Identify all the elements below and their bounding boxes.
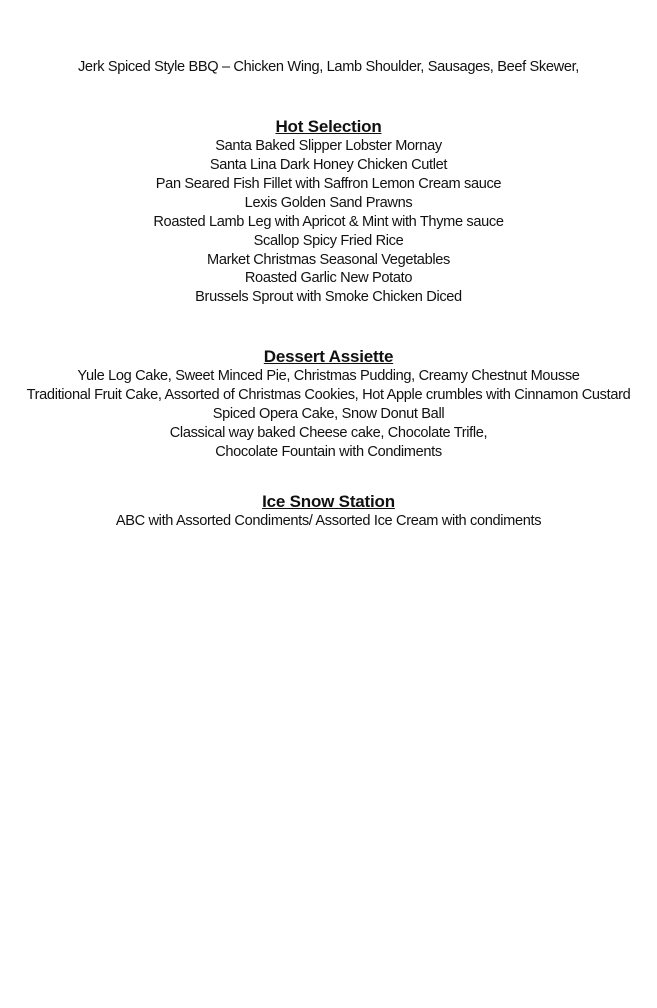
hot-item-1: Santa Baked Slipper Lobster Mornay [215,138,442,154]
ice-snow-item-1: ABC with Assorted Condiments/ Assorted Ice Cream with condiments [115,513,542,529]
dessert-item-1: Yule Log Cake, Sweet Minced Pie, Christmas Pudding, Creamy Chestnut Mousse [77,368,580,384]
hot-item-7: Market Christmas Seasonal Vegetables [207,252,450,268]
hot-item-3: Pan Seared Fish Fillet with Saffron Lemon Cream sauce [155,176,502,192]
ice-snow-heading: Ice Snow Station [262,492,395,511]
hot-selection-heading: Hot Selection [275,117,382,136]
dessert-item-4: Classical way baked Cheese cake, Chocolate Trifle, [169,425,488,441]
dessert-item-2: Traditional Fruit Cake, Assorted of Christmas Cookies, Hot Apple crumbles with Cinnamon Custard [26,387,631,403]
hot-item-9: Brussels Sprout with Smoke Chicken Diced [195,289,462,305]
dessert-item-3: Spiced Opera Cake, Snow Donut Ball [212,406,445,422]
hot-item-5: Roasted Lamb Leg with Apricot & Mint with Thyme sauce [153,214,504,230]
bbq-line: Jerk Spiced Style BBQ – Chicken Wing, Lamb Shoulder, Sausages, Beef Skewer, [77,59,580,75]
hot-item-4: Lexis Golden Sand Prawns [244,195,413,211]
hot-item-8: Roasted Garlic New Potato [244,270,413,286]
dessert-item-5: Chocolate Fountain with Condiments [215,444,442,460]
dessert-heading: Dessert Assiette [263,347,394,366]
hot-item-6: Scallop Spicy Fried Rice [253,233,404,249]
hot-item-2: Santa Lina Dark Honey Chicken Cutlet [209,157,448,173]
